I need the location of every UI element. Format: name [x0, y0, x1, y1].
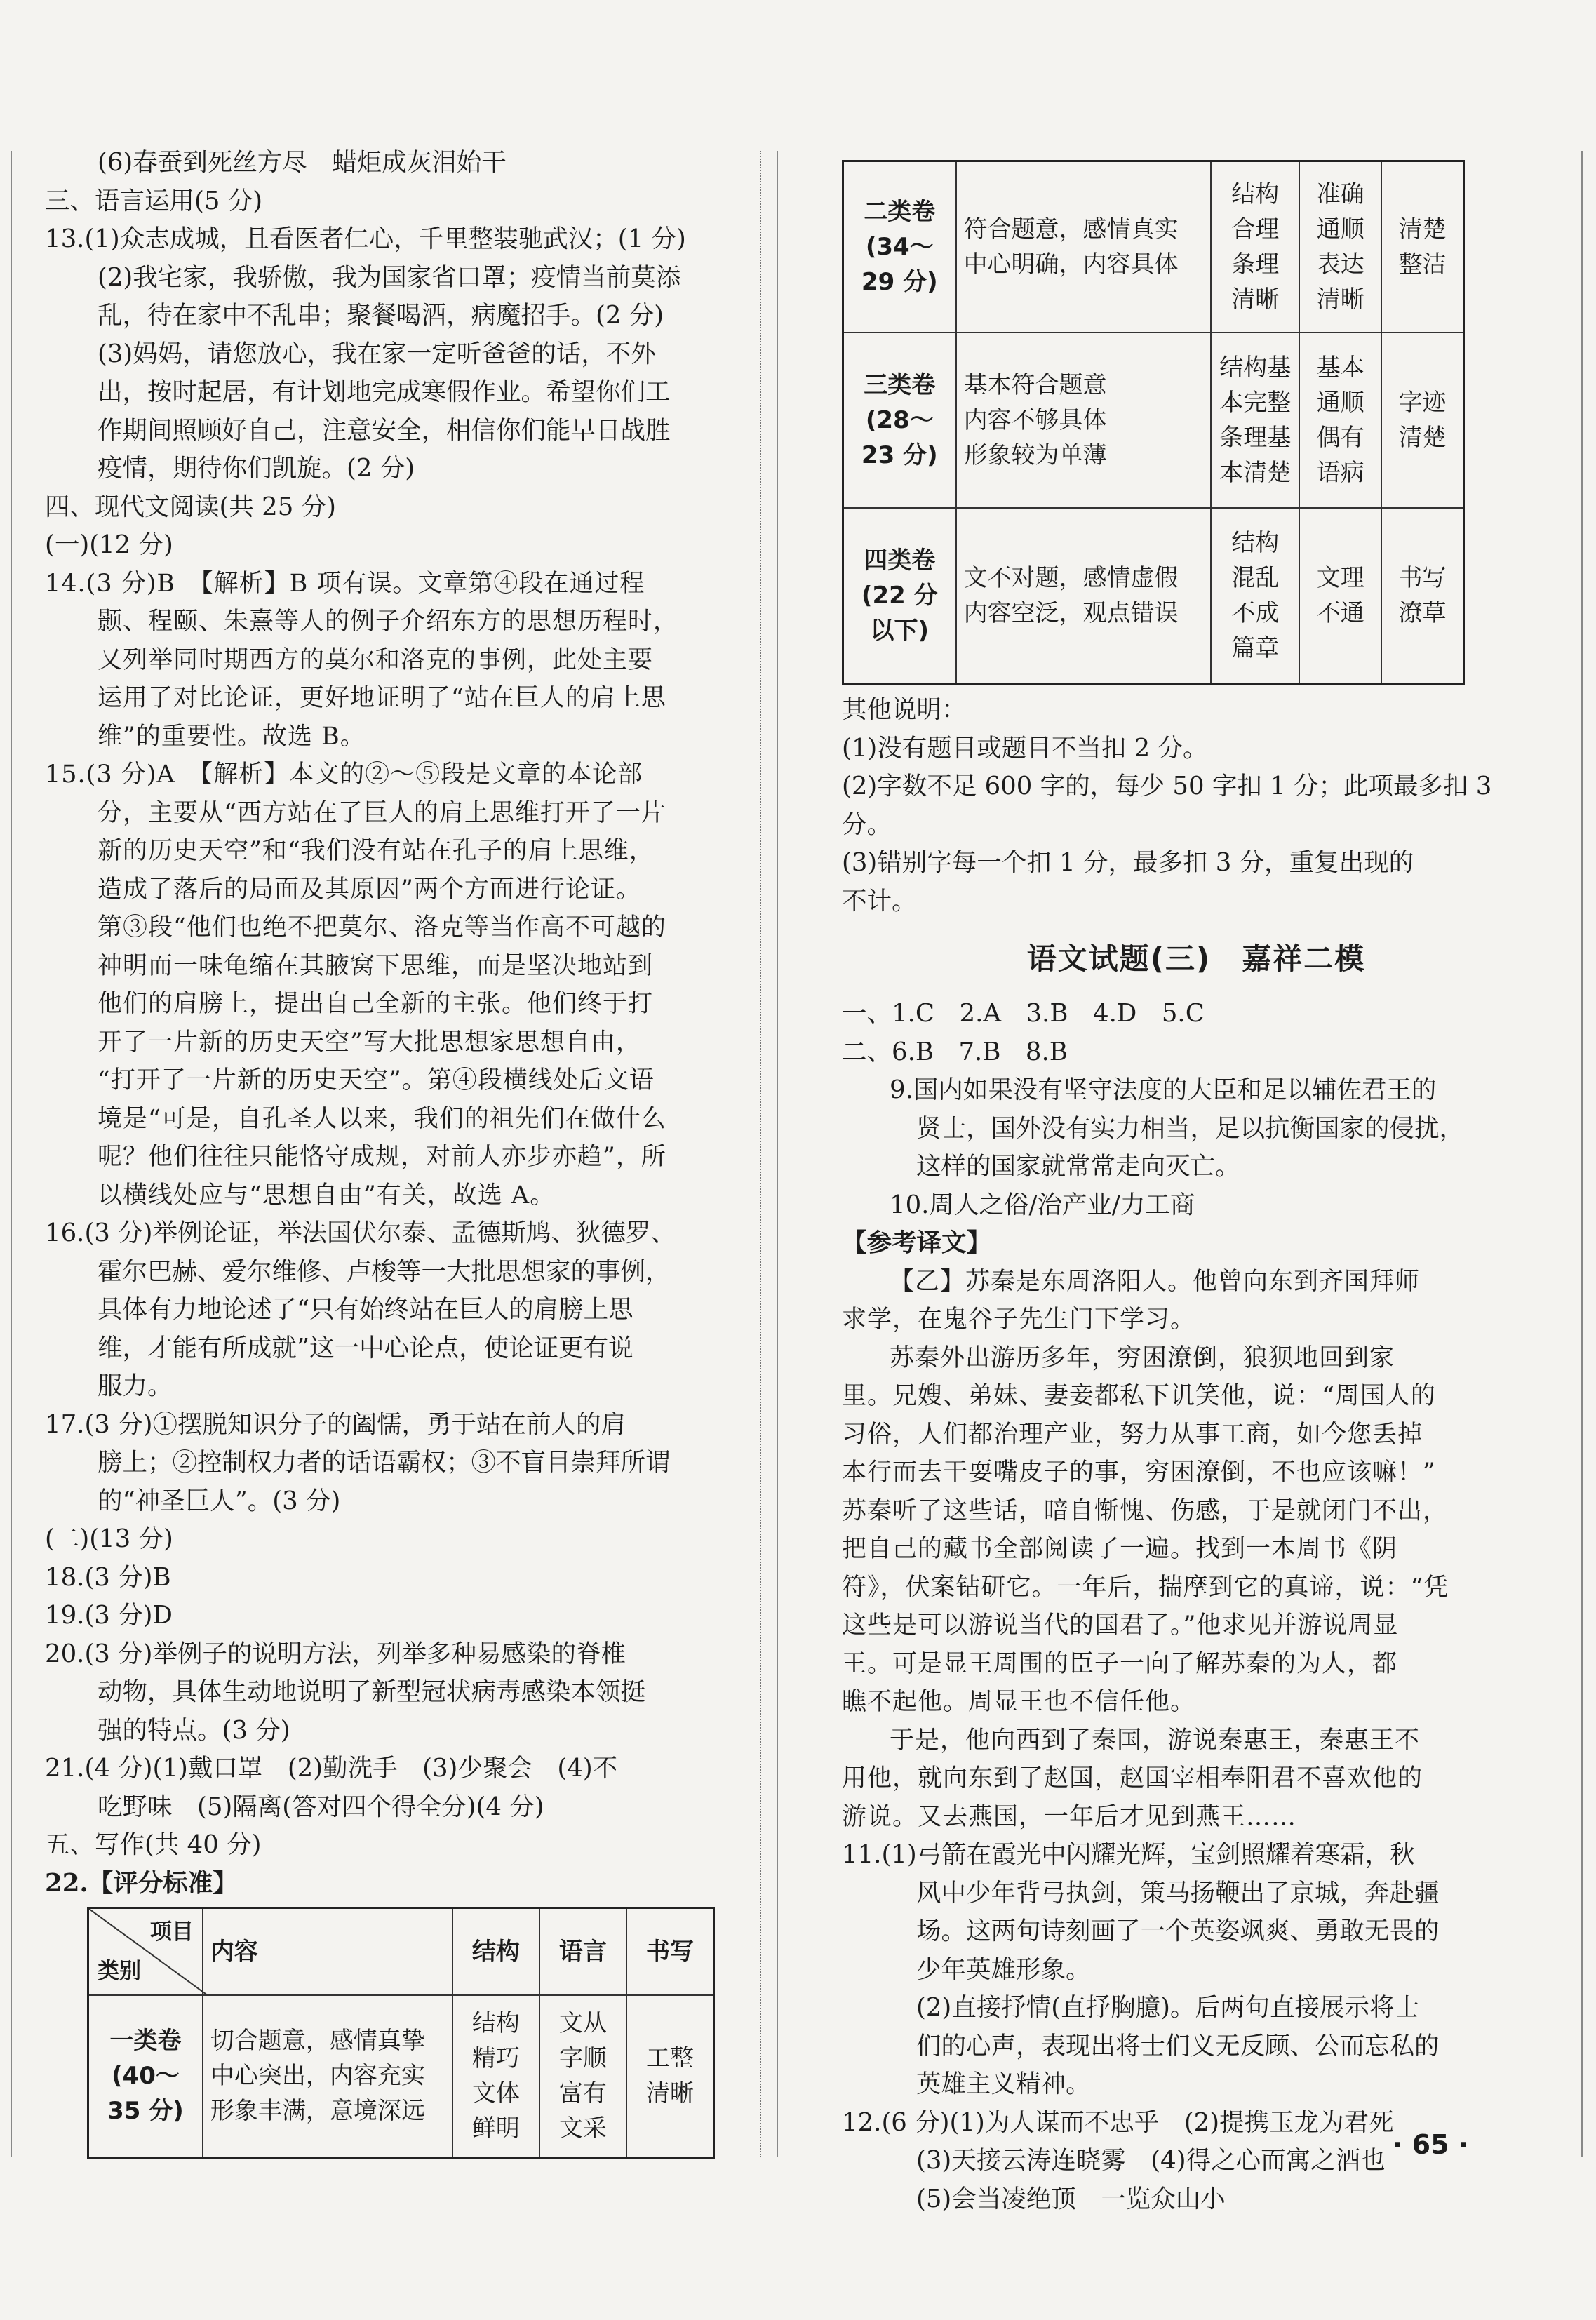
structure-line: 条理	[1231, 250, 1280, 279]
q17-line: 膀上；②控制权力者的话语霸权；③不盲目崇拜所谓	[98, 1448, 671, 1477]
q21-line: 吃野味 (5)隔离(答对四个得全分)(4 分)	[98, 1792, 544, 1821]
grading-table-part1	[87, 1907, 715, 2159]
q20-line: 动物，具体生动地说明了新型冠状病毒感染本领挺	[98, 1677, 646, 1706]
question-17	[45, 1406, 718, 1521]
writing-line: 清楚	[1398, 423, 1447, 452]
q13-line: (3)妈妈，请您放心，我在家一定听爸爸的话，不外	[98, 339, 656, 368]
q14-line: 维”的重要性。故选 B。	[98, 722, 366, 751]
category-line: 四类卷	[864, 547, 936, 575]
structure-cell	[1211, 508, 1299, 685]
structure-cell	[452, 1995, 539, 2158]
content-line: 形象丰满，意境深远	[210, 2097, 425, 2126]
binding-guide-right	[1575, 151, 1589, 2157]
language-line: 文采	[558, 2114, 607, 2143]
language-line: 清晰	[1316, 285, 1364, 314]
question-19: 19.(3 分)D	[45, 1601, 173, 1630]
structure-line: 鲜明	[471, 2114, 520, 2143]
writing-line: 工整	[645, 2044, 694, 2073]
translation-line: 求学，在鬼谷子先生门下学习。	[842, 1306, 1196, 1334]
q9-line: 贤士，国外没有实力相当，足以抗衡国家的侵扰，	[916, 1113, 1465, 1143]
header-writing: 书写	[626, 1908, 714, 1995]
language-line: 字顺	[558, 2044, 607, 2073]
content-line: 符合题意，感情真实	[963, 215, 1179, 243]
structure-cell	[1211, 333, 1299, 508]
question-10: 10.周人之俗/治产业/力工商	[890, 1190, 1195, 1219]
language-cell	[1299, 333, 1381, 508]
writing-cell	[1381, 508, 1463, 685]
translation-line: 里。兄嫂、弟妹、妻妾都私下讥笑他，说：“周国人的	[842, 1382, 1436, 1410]
writing-line: 字迹	[1398, 388, 1447, 417]
translation-line: 用他，就向东到了赵国，赵国宰相奉阳君不喜欢他的	[842, 1764, 1423, 1792]
q15-line: 分，主要从“西方站在了巨人的肩上思维打开了一片	[98, 798, 666, 827]
structure-line: 篇章	[1231, 634, 1280, 663]
q9-line: 这样的国家就常常走向灭亡。	[916, 1152, 1240, 1181]
question-11	[842, 1836, 1550, 2104]
translation-line: 【乙】苏秦是东周洛阳人。他曾向东到齐国拜师	[890, 1267, 1421, 1296]
structure-cell	[1211, 161, 1299, 333]
table-row-class-3	[843, 333, 1464, 508]
section-heading: 五、写作(共 40 分)	[45, 1830, 262, 1859]
content-line: 文不对题，感情虚假	[963, 564, 1179, 593]
question-21	[45, 1750, 718, 1826]
header-language: 语言	[539, 1908, 626, 1995]
header-diagonal-cell	[88, 1908, 203, 1995]
question-18: 18.(3 分)B	[45, 1562, 171, 1592]
notes-line: (2)字数不足 600 字的，每少 50 字扣 1 分；此项最多扣 3	[842, 772, 1492, 800]
q11-line: 们的心声，表现出将士们义无反顾、公而忘私的	[916, 2031, 1440, 2060]
grading-table-part2	[842, 160, 1465, 685]
q11-line: 英雄主义精神。	[916, 2070, 1091, 2098]
q15-line: 他们的肩膀上，提出自己全新的主张。他们终于打	[98, 990, 654, 1018]
q15-line: 以横线处应与“思想自由”有关，故选 A。	[98, 1181, 556, 1209]
structure-line: 不成	[1231, 599, 1280, 628]
language-line: 富有	[558, 2079, 607, 2108]
question-20	[45, 1635, 718, 1750]
notes-line: (3)错别字每一个扣 1 分，最多扣 3 分，重复出现的	[842, 848, 1414, 877]
translation-line: 苏秦听了这些话，暗自惭愧、伤感，于是就闭门不出，	[842, 1496, 1449, 1525]
q14-line: 运用了对比论证，更好地证明了“站在巨人的肩上思	[98, 684, 666, 712]
question-9	[842, 1071, 1550, 1186]
question-13	[45, 220, 718, 488]
q11-line: (2)直接抒情(直抒胸臆)。后两句直接展示将士	[916, 1993, 1419, 2022]
language-line: 文理	[1316, 564, 1364, 593]
translation-line: 苏秦外出游历多年，穷困潦倒，狼狈地回到家	[890, 1343, 1395, 1372]
translation-line: 王。可是显王周围的臣子一向了解苏秦的为人，都	[842, 1649, 1398, 1678]
question-14	[45, 565, 718, 756]
section-heading: 四、现代文阅读(共 25 分)	[45, 492, 336, 521]
structure-line: 结构	[1231, 180, 1280, 208]
q15-line: 呢？他们往往只能恪守成规，对前人亦步亦趋”，所	[98, 1143, 666, 1171]
language-cell	[1299, 161, 1381, 333]
answers-part-2: 二、6.B 7.B 8.B	[842, 1037, 1068, 1066]
translation-line: 习俗，人们都治理产业，努力从事工商，如今您丢掉	[842, 1420, 1423, 1449]
translation-line: 这些是可以游说当代的国君了。”他求见并游说周显	[842, 1611, 1399, 1640]
category-cell	[843, 508, 956, 685]
table-row-class-2	[843, 161, 1464, 333]
binding-guide-center-left	[760, 151, 761, 2157]
q11-line: 11.(1)弓箭在霞光中闪耀光辉，宝剑照耀着寒霜，秋	[842, 1840, 1415, 1869]
table-row-class-1	[88, 1995, 714, 2158]
notes-line: 其他说明：	[842, 695, 967, 724]
page-number: · 65 ·	[1393, 2129, 1469, 2160]
language-line: 不通	[1316, 599, 1364, 628]
question-15	[45, 756, 718, 1214]
section-title: 语文试题(三) 嘉祥二模	[1026, 941, 1366, 976]
content-line: 基本符合题意	[963, 370, 1107, 399]
answers-part-1: 一、1.C 2.A 3.B 4.D 5.C	[842, 999, 1205, 1028]
writing-cell	[1381, 333, 1463, 508]
q20-line: 20.(3 分)举例子的说明方法，列举多种易感染的脊椎	[45, 1639, 626, 1668]
writing-line: 书写	[1398, 564, 1447, 593]
translation-line: 瞧不起他。周显王也不信任他。	[842, 1688, 1196, 1716]
category-line: 23 分)	[861, 441, 938, 469]
binding-guide-center	[770, 151, 784, 2157]
category-line: (34～	[865, 232, 934, 261]
notes-line: 分。	[842, 810, 892, 839]
q13-line: 疫情，期待你们凯旋。(2 分)	[98, 454, 415, 483]
content-line: 切合题意，感情真挚	[210, 2027, 425, 2056]
q13-line: (2)我宅家，我骄傲，我为国家省口罩；疫情当前莫添	[98, 262, 681, 292]
language-line: 通顺	[1316, 215, 1364, 243]
content-line: 形象较为单薄	[963, 441, 1107, 469]
category-line: 35 分)	[107, 2097, 184, 2126]
question-22: 22.【评分标准】	[45, 1868, 238, 1898]
translation-line: 于是，他向西到了秦国，游说秦惠王，秦惠王不	[890, 1726, 1421, 1755]
q14-line: 颢、程颐、朱熹等人的例子介绍东方的思想历程时，	[98, 608, 679, 636]
q20-line: 强的特点。(3 分)	[98, 1715, 290, 1745]
header-item-label: 项目	[149, 1919, 194, 1945]
part-heading: (一)(12 分)	[45, 530, 173, 559]
structure-line: 结构基	[1219, 353, 1292, 382]
structure-line: 本完整	[1219, 388, 1292, 417]
table-header-row	[88, 1908, 714, 1995]
q11-line: 场。这两句诗刻画了一个英姿飒爽、勇敢无畏的	[916, 1917, 1440, 1945]
content-line: 内容不够具体	[963, 405, 1107, 434]
question-12	[842, 2104, 1550, 2219]
writing-line: 清楚	[1398, 215, 1447, 243]
q12-line: 12.(6 分)(1)为人谋而不忠乎 (2)提携玉龙为君死	[842, 2107, 1394, 2137]
content-line: 内容空泛，观点错误	[963, 599, 1179, 628]
structure-line: 结构	[471, 2009, 520, 2038]
category-cell	[843, 161, 956, 333]
language-cell	[1299, 508, 1381, 685]
translation-line: 符》，伏案钻研它。一年后，揣摩到它的真谛，说：“凭	[842, 1573, 1449, 1602]
language-line: 通顺	[1316, 388, 1364, 417]
q17-line: 17.(3 分)①摆脱知识分子的阖懦，勇于站在前人的肩	[45, 1409, 626, 1439]
q16-line: 具体有力地论述了“只有始终站在巨人的肩膀上思	[98, 1295, 633, 1324]
structure-line: 精巧	[471, 2044, 520, 2073]
q15-line: “打开了一片新的历史天空”。第④段横线处后文语	[98, 1066, 655, 1094]
q15-line: 境是“可是，自孔圣人以来，我们的祖先们在做什么	[98, 1104, 666, 1133]
header-category-label: 类别	[98, 1958, 141, 1984]
q15-line: 第③段“他们也绝不把莫尔、洛克等当作高不可越的	[98, 913, 666, 941]
q13-line: 13.(1)众志成城，且看医者仁心，千里整装驰武汉；(1 分)	[45, 224, 686, 253]
notes-line: 不计。	[842, 886, 917, 916]
structure-line: 条理基	[1219, 423, 1292, 452]
q11-line: 少年英雄形象。	[916, 1954, 1091, 1984]
q14-line: 又列举同时期西方的莫尔和洛克的事例，此处主要	[98, 645, 654, 674]
q16-line: 服力。	[98, 1372, 173, 1400]
header-content: 内容	[203, 1908, 452, 1995]
question-16	[45, 1214, 718, 1406]
section-heading: 三、语言运用(5 分)	[45, 186, 263, 215]
category-line: 以下)	[870, 617, 930, 645]
poem-line-6: (6)春蚕到死丝方尽 蜡炬成灰泪始干	[98, 148, 507, 177]
category-line: (22 分	[861, 582, 938, 610]
q16-line: 16.(3 分)举例论证，举法国伏尔泰、孟德斯鸠、狄德罗、	[45, 1219, 676, 1247]
content-cell	[956, 508, 1212, 685]
content-cell	[203, 1995, 452, 2158]
right-column	[842, 160, 1550, 2218]
q12-line: (5)会当凌绝顶 一览众山小	[916, 2184, 1226, 2213]
language-line: 准确	[1316, 180, 1364, 208]
language-line: 语病	[1316, 458, 1364, 487]
structure-line: 本清楚	[1219, 458, 1292, 487]
category-cell	[88, 1995, 203, 2158]
category-line: 一类卷	[109, 2027, 182, 2056]
q14-line: 14.(3 分)B 【解析】B 项有误。文章第④段在通过程	[45, 569, 645, 598]
language-cell	[539, 1995, 626, 2158]
category-line: (28～	[865, 405, 934, 434]
q16-line: 霍尔巴赫、爱尔维修、卢梭等一大批思想家的事例，	[98, 1256, 671, 1286]
q13-line: 乱，待在家中不乱串；聚餐喝酒，病魔招手。(2 分)	[98, 301, 664, 330]
content-line: 中心突出，内容充实	[210, 2062, 425, 2091]
category-line: (40～	[112, 2062, 180, 2091]
translation-line: 本行而去干耍嘴皮子的事，穷困潦倒，不也应该嘛！”	[842, 1459, 1436, 1487]
writing-line: 潦草	[1398, 599, 1447, 628]
q11-line: 风中少年背弓执剑，策马扬鞭出了京城，奔赴疆	[916, 1878, 1440, 1907]
q16-line: 维，才能有所成就”这一中心论点，使论证更有说	[98, 1333, 633, 1362]
table-row-class-4	[843, 508, 1464, 685]
structure-line: 合理	[1231, 215, 1280, 243]
category-line: 二类卷	[864, 197, 936, 226]
translation-text	[842, 1263, 1550, 1837]
writing-line: 清晰	[645, 2079, 694, 2108]
binding-guide-left	[4, 151, 18, 2157]
content-cell	[956, 333, 1212, 508]
q15-line: 造成了落后的局面及其原因”两个方面进行论证。	[98, 875, 641, 904]
structure-line: 清晰	[1231, 285, 1280, 314]
structure-line: 结构	[1231, 529, 1280, 558]
q21-line: 21.(4 分)(1)戴口罩 (2)勤洗手 (3)少聚会 (4)不	[45, 1754, 618, 1783]
left-column	[45, 144, 718, 2159]
language-line: 文从	[558, 2009, 607, 2038]
q9-line: 9.国内如果没有坚守法度的大臣和足以辅佐君王的	[890, 1075, 1437, 1104]
category-line: 三类卷	[864, 370, 936, 399]
notes-line: (1)没有题目或题目不当扣 2 分。	[842, 733, 1208, 763]
q15-line: 开了一片新的历史天空”写大批思想家思想自由，	[98, 1028, 641, 1057]
language-line: 表达	[1316, 250, 1364, 279]
content-cell	[956, 161, 1212, 333]
translation-line: 把自己的藏书全部阅读了一遍。找到一本周书《阴	[842, 1535, 1398, 1563]
category-line: 29 分)	[861, 267, 938, 296]
q12-line: (3)天接云涛连晓雾 (4)得之心而寓之酒也	[916, 2146, 1386, 2175]
reference-translation-label: 【参考译文】	[842, 1228, 992, 1257]
q17-line: 的“神圣巨人”。(3 分)	[98, 1486, 341, 1515]
q13-line: 出，按时起居，有计划地完成寒假作业。希望你们工	[98, 377, 671, 406]
structure-line: 混乱	[1231, 564, 1280, 593]
language-line: 基本	[1316, 353, 1364, 382]
writing-cell	[626, 1995, 714, 2158]
other-notes	[842, 691, 1550, 920]
translation-line: 游说。又去燕国，一年后才见到燕王……	[842, 1802, 1297, 1831]
writing-line: 整洁	[1398, 250, 1447, 279]
language-line: 偶有	[1316, 423, 1364, 452]
content-line: 中心明确，内容具体	[963, 250, 1179, 279]
q15-line: 神明而一味龟缩在其腋窝下思维，而是坚决地站到	[98, 951, 654, 980]
q15-line: 新的历史天空”和“我们没有站在孔子的肩上思维，	[98, 837, 655, 865]
category-cell	[843, 333, 956, 508]
q13-line: 作期间照顾好自己，注意安全，相信你们能早日战胜	[98, 415, 671, 445]
writing-cell	[1381, 161, 1463, 333]
header-structure: 结构	[452, 1908, 539, 1995]
part-heading: (二)(13 分)	[45, 1524, 173, 1553]
structure-line: 文体	[471, 2079, 520, 2108]
q15-line: 15.(3 分)A 【解析】本文的②～⑤段是文章的本论部	[45, 760, 643, 789]
